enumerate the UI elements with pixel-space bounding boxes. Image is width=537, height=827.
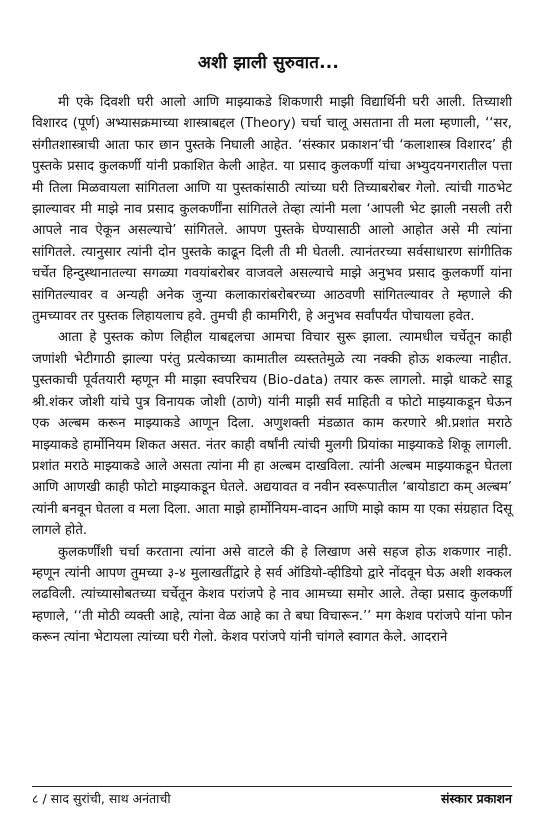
paragraph: कुलकर्णींशी चर्चा करताना त्यांना असे वाटले की हे लिखाण असे सहज होऊ शकणार नाही. म्हणून त्यांनी आपण तुमच्या ३-४ मुलाखतींद्वारे हे सर्व ऑडियो-व्हीडियो द्वारे नोंदवून घेऊ अशी शक्कल लढविली. त्यांच्यासोबतच्या चर्चेतून केशव परांजपे हे नाव आमच्या समोर आले. तेव्हा प्रसाद कुलकर्णी म्हणाले, ‘‘ती मोठी व्यक्ती आहे, त्यांना वेळ आहे का ते बघा विचारून.’’ मग केशव परांजपे यांना फोन करून त्यांना भेटायला त्यांच्या घरी गेलो. केशव परांजपे यांनी चांगले स्वागत केले. आदराने [32,544,512,646]
footer-publisher: संस्कार प्रकाशन [440,791,512,806]
chapter-title: अशी झाली सुरुवात... [197,53,340,73]
paragraph: मी एके दिवशी घरी आलो आणि माझ्याकडे शिकणारी माझी विद्यार्थिनी घरी आली. तिच्याशी विशारद (पूर्ण) अभ्यासक्रमाच्या शास्त्राबद्दल (Theory) चर्चा चालू असताना ती मला म्हणाली, ‘‘सर, संगीतशास्त्राची आता फार छान पुस्तके निघाली आहेत. ‘संस्कार प्रकाशन’ची ‘कलाशास्त्र विशारद’ ही पुस्तके प्रसाद कुलकर्णी यांनी प्रकाशित केली आहेत. या प्रसाद कुलकर्णी यांचा अभ्युदयनगरातील पत्ता मी तिला मिळवायला सांगितला आणि या पुस्तकांसाठी त्यांच्या घरी तिच्याबरोबर गेलो. त्यांची गाठभेट झाल्यावर मी माझे नाव प्रसाद कुलकर्णींना सांगितले तेव्हा त्यांनी मला ‘आपली भेट झाली नसली तरी आपले नाव ऐकून असल्याचे’ सांगितले. आपण पुस्तके घेण्यासाठी आलो आहोत असे मी त्यांना सांगितले. त्यानुसार त्यांनी दोन पुस्तके काढून दिली ती मी घेतली. त्यानंतरच्या सर्वसाधारण सांगीतिक चर्चेत हिन्दुस्थानातल्या सगळ्या गवयांबरोबर वाजवले असल्याचे माझे अनुभव प्रसाद कुलकर्णी यांना सांगितल्यावर व अन्यही अनेक जुन्या कलाकारांबरोबरच्या आठवणी सांगितल्यावर ते म्हणाले की तुमच्यावर तर पुस्तक लिहायलाच हवे. तुमची ही कामगिरी, हे अनुभव सर्वांपर्यंत पोचायला हवेत. [32,95,512,325]
paragraph: आता हे पुस्तक कोण लिहील याबद्दलचा आमचा विचार सुरू झाला. त्यामधील चर्चेतून काही जणांशी भेटीगाठी झाल्या परंतु प्रत्येकाच्या कामातील व्यस्ततेमुळे त्या नक्की होऊ शकल्या नाहीत. पुस्तकाची पूर्वतयारी म्हणून मी माझा स्वपरिचय (Bio-data) तयार करू लागलो. माझे धाकटे साडू श्री.शंकर जोशी यांचे पुत्र विनायक जोशी (ठाणे) यांनी माझी सर्व माहिती व फोटो माझ्याकडून घेऊन एक अल्बम करून माझ्याकडे आणून दिला. अणुशक्ती मंडळात काम करणारे श्री.प्रशांत मराठे माझ्याकडे हार्मोनियम शिकत असत. नंतर काही वर्षांनी त्यांची मुलगी प्रियांका माझ्याकडे शिकू लागली. प्रशांत मराठे माझ्याकडे आले असता त्यांना मी हा अल्बम दाखविला. त्यांनी अल्बम माझ्याकडून घेतला आणि आणखी काही फोटो माझ्याकडून घेतले. अद्ययावत व नवीन स्वरूपातील ‘बायोडाटा कम् अल्बम’ त्यांनी बनवून घेतला व मला दिला. आता माझे हार्मोनियम-वादन आणि माझे काम या एका संग्रहात दिसू लागले होते. [32,330,512,539]
footer-page-and-book-title: ८ / साद सुरांची, साथ अनंताची [32,791,171,806]
chapter-body [32,92,512,649]
footer-divider [32,786,512,787]
